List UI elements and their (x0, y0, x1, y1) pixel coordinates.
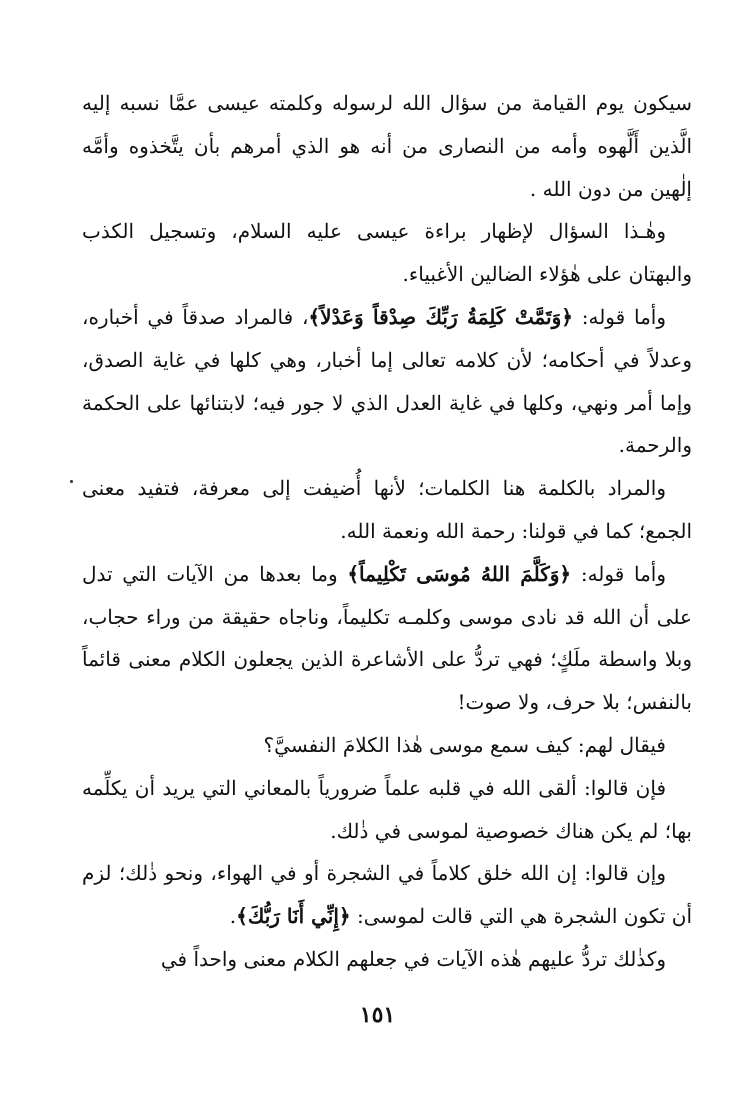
paragraph-text: ، فالمراد صدقاً في أخباره، وعدلاً في أحكامه؛ لأن كلامه تعالى إما أخبار، وهي كلها في غاية الصدق، وإما أمر ونهي، وكلها في غاية العدل الذي لا جور فيه؛ لابتنائها على الحكمة والرحمة. (82, 304, 692, 458)
paragraph-text: وما بعدها من الآيات التي تدل على أن الله قد نادى موسى وكلمـه تكليماً، وناجاه حقيقة من وراء حجاب، وبلا واسطة ملَكٍ؛ فهي تردُّ على الأشاعرة الذين يجعلون الكلام معنى قائماً بالنفس؛ بلا حرف، ولا صوت! (82, 561, 692, 715)
print-speck (70, 480, 73, 483)
page-number: ١٥١ (359, 1002, 396, 1028)
quran-verse: ﴿إِنِّي أَنَا رَبُّكَ﴾ (236, 904, 351, 929)
quran-verse: ﴿وَتَمَّتْ كَلِمَةُ رَبِّكَ صِدْقاً وَعَدْلاً﴾ (308, 304, 573, 329)
paragraph-text: والمراد بالكلمة هنا الكلمات؛ لأنها أُضيفت إلى معرفة، فتفيد معنى الجمع؛ كما في قولنا: رحمة الله ونعمة الله. (82, 476, 692, 543)
paragraph-text: وأما قوله: (571, 561, 667, 586)
paragraph-text: فإن قالوا: ألقى الله في قلبه علماً ضرورياً بالمعاني التي يريد أن يكلِّمه بها؛ لم يكن هناك خصوصية لموسى في ذٰلك. (82, 775, 692, 843)
paragraph (82, 210, 692, 296)
paragraph (82, 553, 692, 724)
paragraph (82, 467, 692, 553)
paragraph (82, 767, 692, 853)
paragraph-text: وهٰـذا السؤال لإظهار براءة عيسى عليه السلام، وتسجيل الكذب والبهتان على هٰؤلاء الضالين الأغبياء. (82, 219, 692, 287)
paragraph (82, 296, 692, 467)
paragraph-text: وأما قوله: (572, 304, 667, 329)
paragraph-text: وإن قالوا: إن الله خلق كلاماً في الشجرة أو في الهواء، ونحو ذٰلك؛ لزم أن تكون الشجرة هي التي قالت لموسى: (82, 861, 692, 929)
paragraph (82, 82, 692, 210)
paragraph (82, 724, 692, 767)
paragraph-text: وكذٰلك تردُّ عليهم هٰذه الآيات في جعلهم الكلام معنى واحداً في (160, 946, 666, 971)
quran-verse: ﴿وَكَلَّمَ اللهُ مُوسَى تَكْلِيماً﴾ (347, 561, 572, 586)
paragraph-text: سيكون يوم القيامة من سؤال الله لرسوله وكلمته عيسى عمَّا نسبه إليه الَّذين أَلَّهوه وأمه من النصارى من أنه هو الذي أمرهم بأن يتَّخذوه وأمَّه إلٰهين من دون الله . (82, 91, 692, 201)
paragraph-text: . (229, 904, 237, 929)
paragraph-text: فيقال لهم: كيف سمع موسى هٰذا الكلامَ النفسيَّ؟ (263, 732, 666, 757)
paragraph (82, 852, 692, 938)
page-body-text (82, 82, 692, 981)
paragraph (82, 938, 692, 981)
